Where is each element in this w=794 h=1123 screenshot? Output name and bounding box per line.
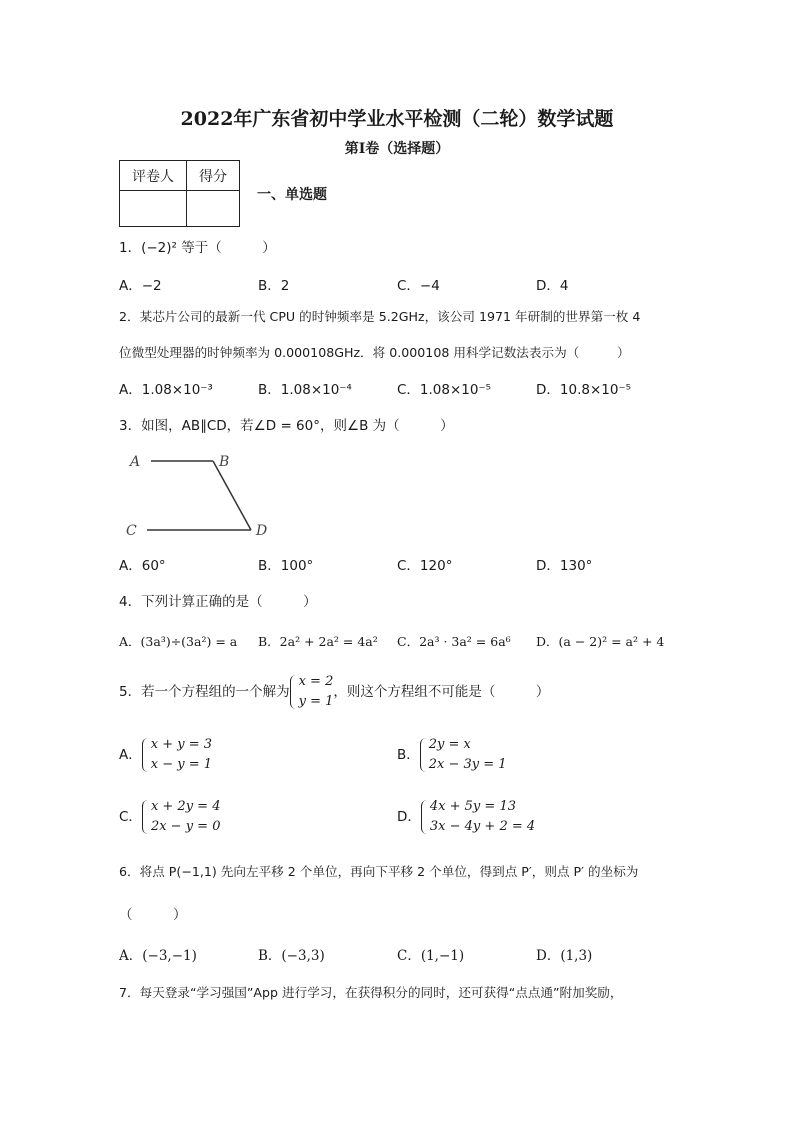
point-b-label: B — [219, 454, 230, 470]
question-6-option-c: C．(1,−1) — [397, 948, 465, 964]
equation-system — [142, 797, 221, 837]
question-4-option-c: C．2a³ · 3a² = 6a⁶ — [397, 634, 511, 649]
point-d-label: D — [256, 523, 268, 539]
score-table-score-header: 得分 — [187, 161, 240, 191]
option-label: D． — [397, 809, 421, 825]
question-2-option-c: C．1.08×10⁻⁵ — [397, 382, 492, 398]
equation: 4x + 5y = 13 — [429, 799, 516, 814]
question-7-line-1: 7．每天登录“学习强国”App 进行学习，在获得积分的同时，还可获得“点点通”附加奖励， — [119, 985, 623, 1000]
question-1-option-d: D．4 — [536, 278, 569, 294]
equation: x + 2y = 4 — [150, 799, 221, 814]
equation: x + y = 3 — [150, 737, 213, 752]
equation: 2x − 3y = 1 — [428, 757, 507, 772]
question-5-stem-after: ，则这个方程组不可能是（ ） — [333, 684, 550, 700]
question-5-option-c — [119, 797, 220, 837]
question-5-option-d — [397, 797, 535, 837]
score-table — [119, 160, 240, 227]
question-2-line-1: 2．某芯片公司的最新一代 CPU 的时钟频率是 5.2GHz，该公司 1971 年研制的世界第一枚 4 — [119, 309, 641, 324]
question-5-option-b — [397, 735, 507, 775]
question-4-option-d: D．(a − 2)² = a² + 4 — [536, 634, 665, 649]
option-label: B． — [397, 747, 420, 763]
equation: 3x − 4y + 2 = 4 — [429, 819, 536, 834]
score-table-score-cell — [187, 191, 240, 227]
score-table-grader-header: 评卷人 — [120, 161, 187, 191]
question-6-option-d: D．(1,3) — [536, 948, 593, 964]
question-2-line-2: 位微型处理器的时钟频率为 0.000108GHz．将 0.000108 用科学记数法表示为（ ） — [119, 345, 630, 360]
question-2-option-d: D．10.8×10⁻⁵ — [536, 382, 631, 398]
question-2-option-b: B．1.08×10⁻⁴ — [258, 382, 352, 398]
question-6-line-1: 6．将点 P(−1,1) 先向左平移 2 个单位，再向下平移 2 个单位，得到点 P′，则点 P′ 的坐标为 — [119, 864, 639, 879]
question-1-stem: 1．(−2)² 等于（ ） — [119, 240, 276, 256]
question-1-option-a: A．−2 — [119, 278, 162, 294]
page-title: 2022年广东省初中学业水平检测（二轮）数学试题 — [180, 108, 614, 130]
question-1-option-b: B．2 — [258, 278, 290, 294]
question-3-figure — [120, 446, 280, 542]
question-4-stem: 4．下列计算正确的是（ ） — [119, 594, 317, 610]
question-5-solution-system — [290, 672, 334, 712]
page-subtitle: 第I卷（选择题） — [344, 141, 450, 157]
equation-system — [420, 735, 507, 775]
question-5-stem — [119, 672, 549, 712]
option-label: A． — [119, 747, 142, 763]
question-5-stem-before: 5．若一个方程组的一个解为 — [119, 684, 290, 700]
equation: 2x − y = 0 — [150, 819, 221, 834]
solution-eq-2: y = 1 — [298, 694, 334, 709]
question-3-option-c: C．120° — [397, 558, 453, 574]
question-6-option-b: B．(−3,3) — [258, 948, 325, 964]
solution-eq-1: x = 2 — [298, 674, 334, 689]
equation-system — [421, 797, 535, 837]
question-2-option-a: A．1.08×10⁻³ — [119, 382, 213, 398]
section-title: 一、单选题 — [257, 187, 327, 203]
point-a-label: A — [130, 454, 141, 470]
question-4-option-b: B．2a² + 2a² = 4a² — [258, 634, 378, 649]
question-1-option-c: C．−4 — [397, 278, 440, 294]
equation: x − y = 1 — [150, 757, 213, 772]
point-c-label: C — [126, 523, 137, 539]
question-6-line-2: （ ） — [119, 907, 187, 923]
question-4-option-a: A．(3a³)÷(3a²) = a — [119, 634, 238, 649]
question-3-option-b: B．100° — [258, 558, 314, 574]
question-5-option-a — [119, 735, 212, 775]
option-label: C． — [119, 809, 142, 825]
question-3-option-a: A．60° — [119, 558, 166, 574]
segment-bd — [213, 461, 251, 530]
question-3-stem: 3．如图，AB∥CD，若∠D = 60°，则∠B 为（ ） — [119, 418, 454, 434]
question-6-option-a: A．(−3,−1) — [119, 948, 197, 964]
equation: 2y = x — [428, 737, 471, 752]
equation-system — [142, 735, 212, 775]
score-table-grader-cell — [120, 191, 187, 227]
question-3-option-d: D．130° — [536, 558, 593, 574]
